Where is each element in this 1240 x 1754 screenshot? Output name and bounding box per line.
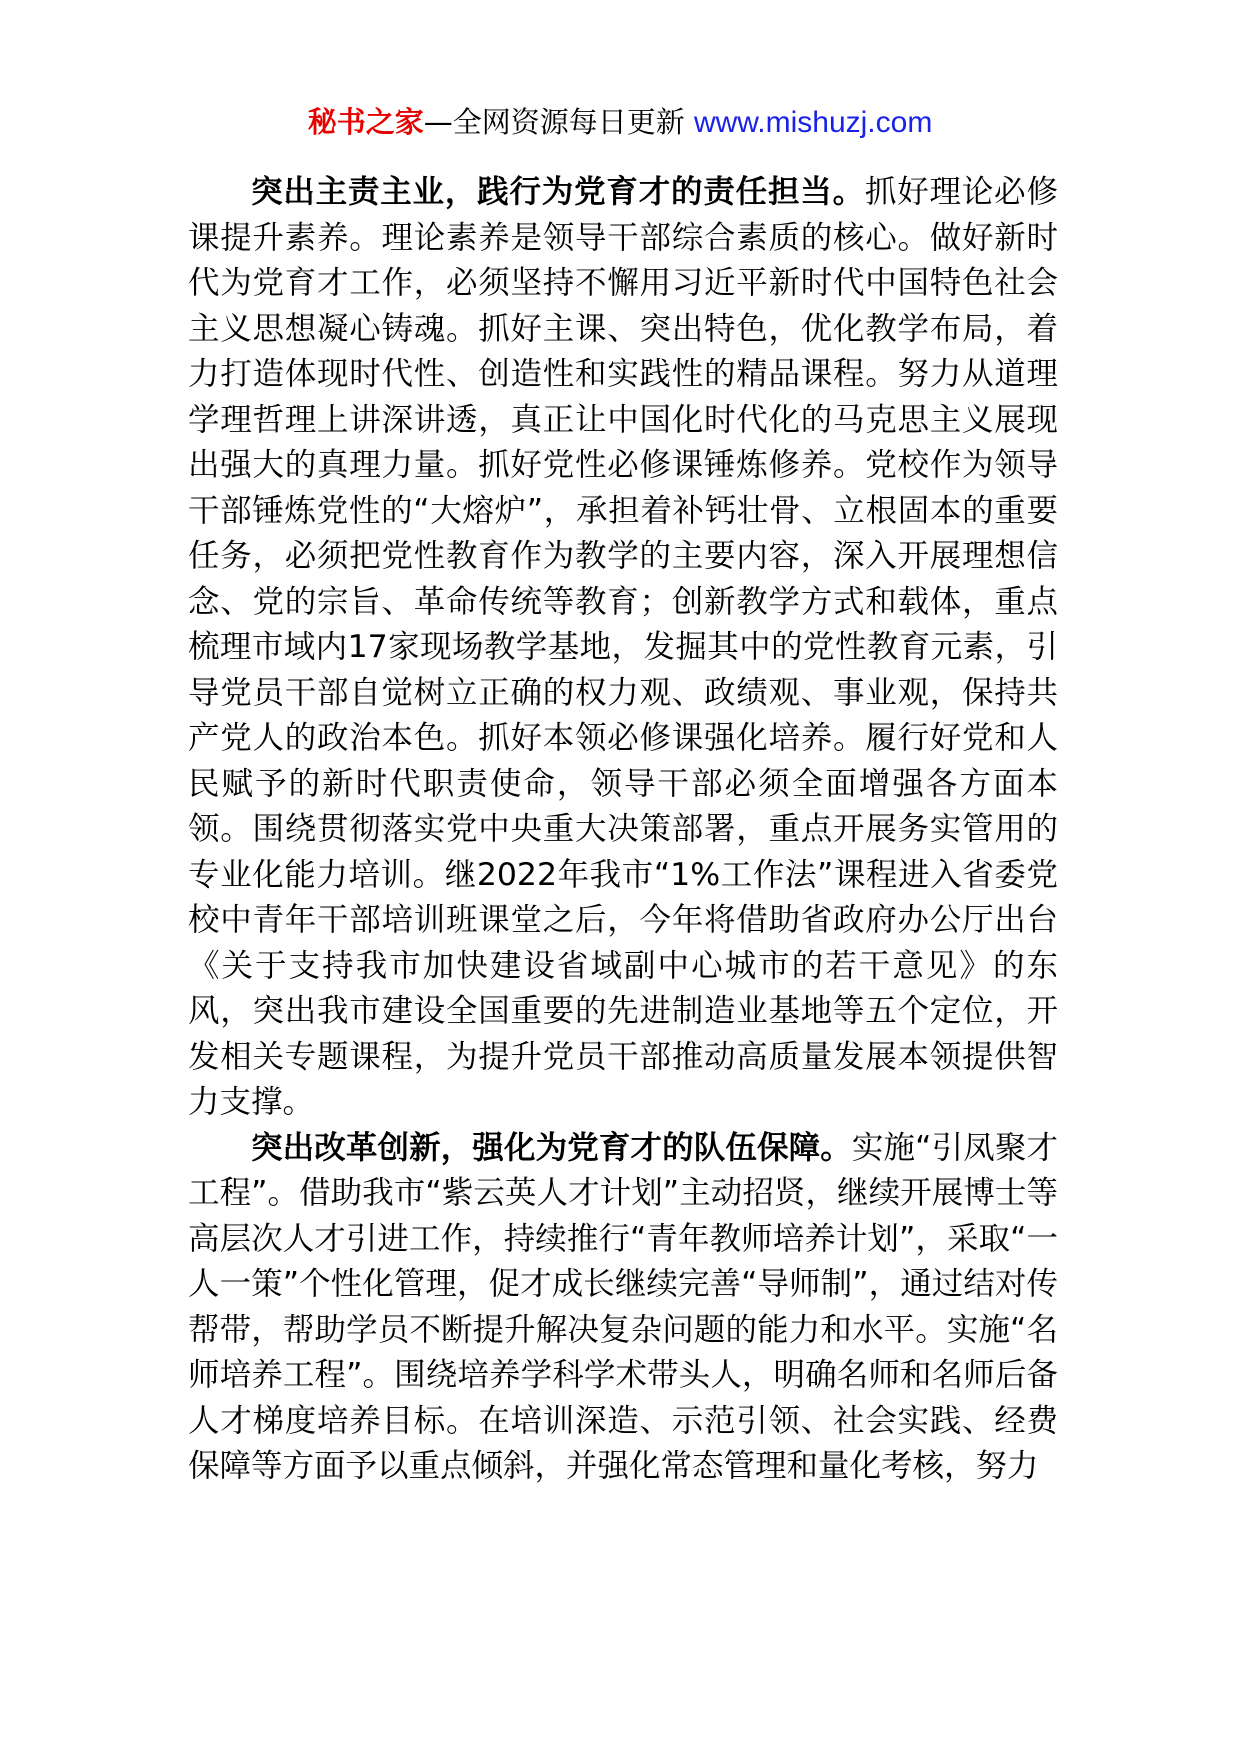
- paragraph-heading: 突出改革创新，强化为党育才的队伍保障。: [251, 1129, 852, 1166]
- site-brand: 秘书之家: [307, 105, 424, 139]
- paragraph-text: 抓好理论必修课提升素养。理论素养是领导干部综合素质的核心。做好新时代为党育才工作，必须坚持不懈用习近平新时代中国特色社会主义思想凝心铸魂。抓好主课、突出特色，优化教学布局，着力打造体现时代性、创造性和实践性的精品课程。努力从道理学理哲理上讲深讲透，真正让中国化时代化的马克思主义展现出强大的真理力量。抓好党性必修课锤炼修养。党校作为领导干部锤炼党性的“大熔炉”，承担着补钙壮骨、立根固本的重要任务，必须把党性教育作为教学的主要内容，深入开展理想信念、党的宗旨、革命传统等教育；创新教学方式和载体，重点梳理市域内17家现场教学基地，发掘其中的党性教育元素，引导党员干部自觉树立正确的权力观、政绩观、事业观，保持共产党人的政治本色。抓好本领必修课强化培养。履行好党和人民赋予的新时代职责使命，领导干部必须全面增强各方面本领。围绕贯彻落实党中央重大决策部署，重点开展务实管用的专业化能力培训。继2022年我市“1%工作法”课程进入省委党校中青年干部培训班课堂之后，今年将借助省政府办公厅出台《关于支持我市加快建设省域副中心城市的若干意见》的东风，突出我市建设全国重要的先进制造业基地等五个定位，开发相关专题课程，为提升党员干部推动高质量发展本领提供智力支撑。: [188, 174, 1058, 1120]
- paragraph-heading: 突出主责主业，践行为党育才的责任担当。: [251, 174, 865, 210]
- paragraph-text: 实施“引凤聚才工程”。借助我市“紫云英人才计划”主动招贤，继续开展博士等高层次人才引进工作，持续推行“青年教师培养计划”，采取“一人一策”个性化管理，促才成长继续完善“导师制”，通过结对传帮带，帮助学员不断提升解决复杂问题的能力和水平。实施“名师培养工程”。围绕培养学科学术带头人，明确名师和名师后备人才梯度培养目标。在培训深造、示范引领、社会实践、经费保障等方面予以重点倾斜，并强化常态管理和量化考核，努力: [188, 1129, 1058, 1484]
- site-tagline: —全网资源每日更新: [423, 105, 685, 139]
- site-header: [0, 102, 1240, 143]
- document-body: [188, 170, 1058, 1490]
- site-url-link[interactable]: www.mishuzj.com: [693, 106, 933, 139]
- paragraph-main-duty: [188, 170, 1058, 1126]
- paragraph-reform-innovation: [188, 1126, 1058, 1490]
